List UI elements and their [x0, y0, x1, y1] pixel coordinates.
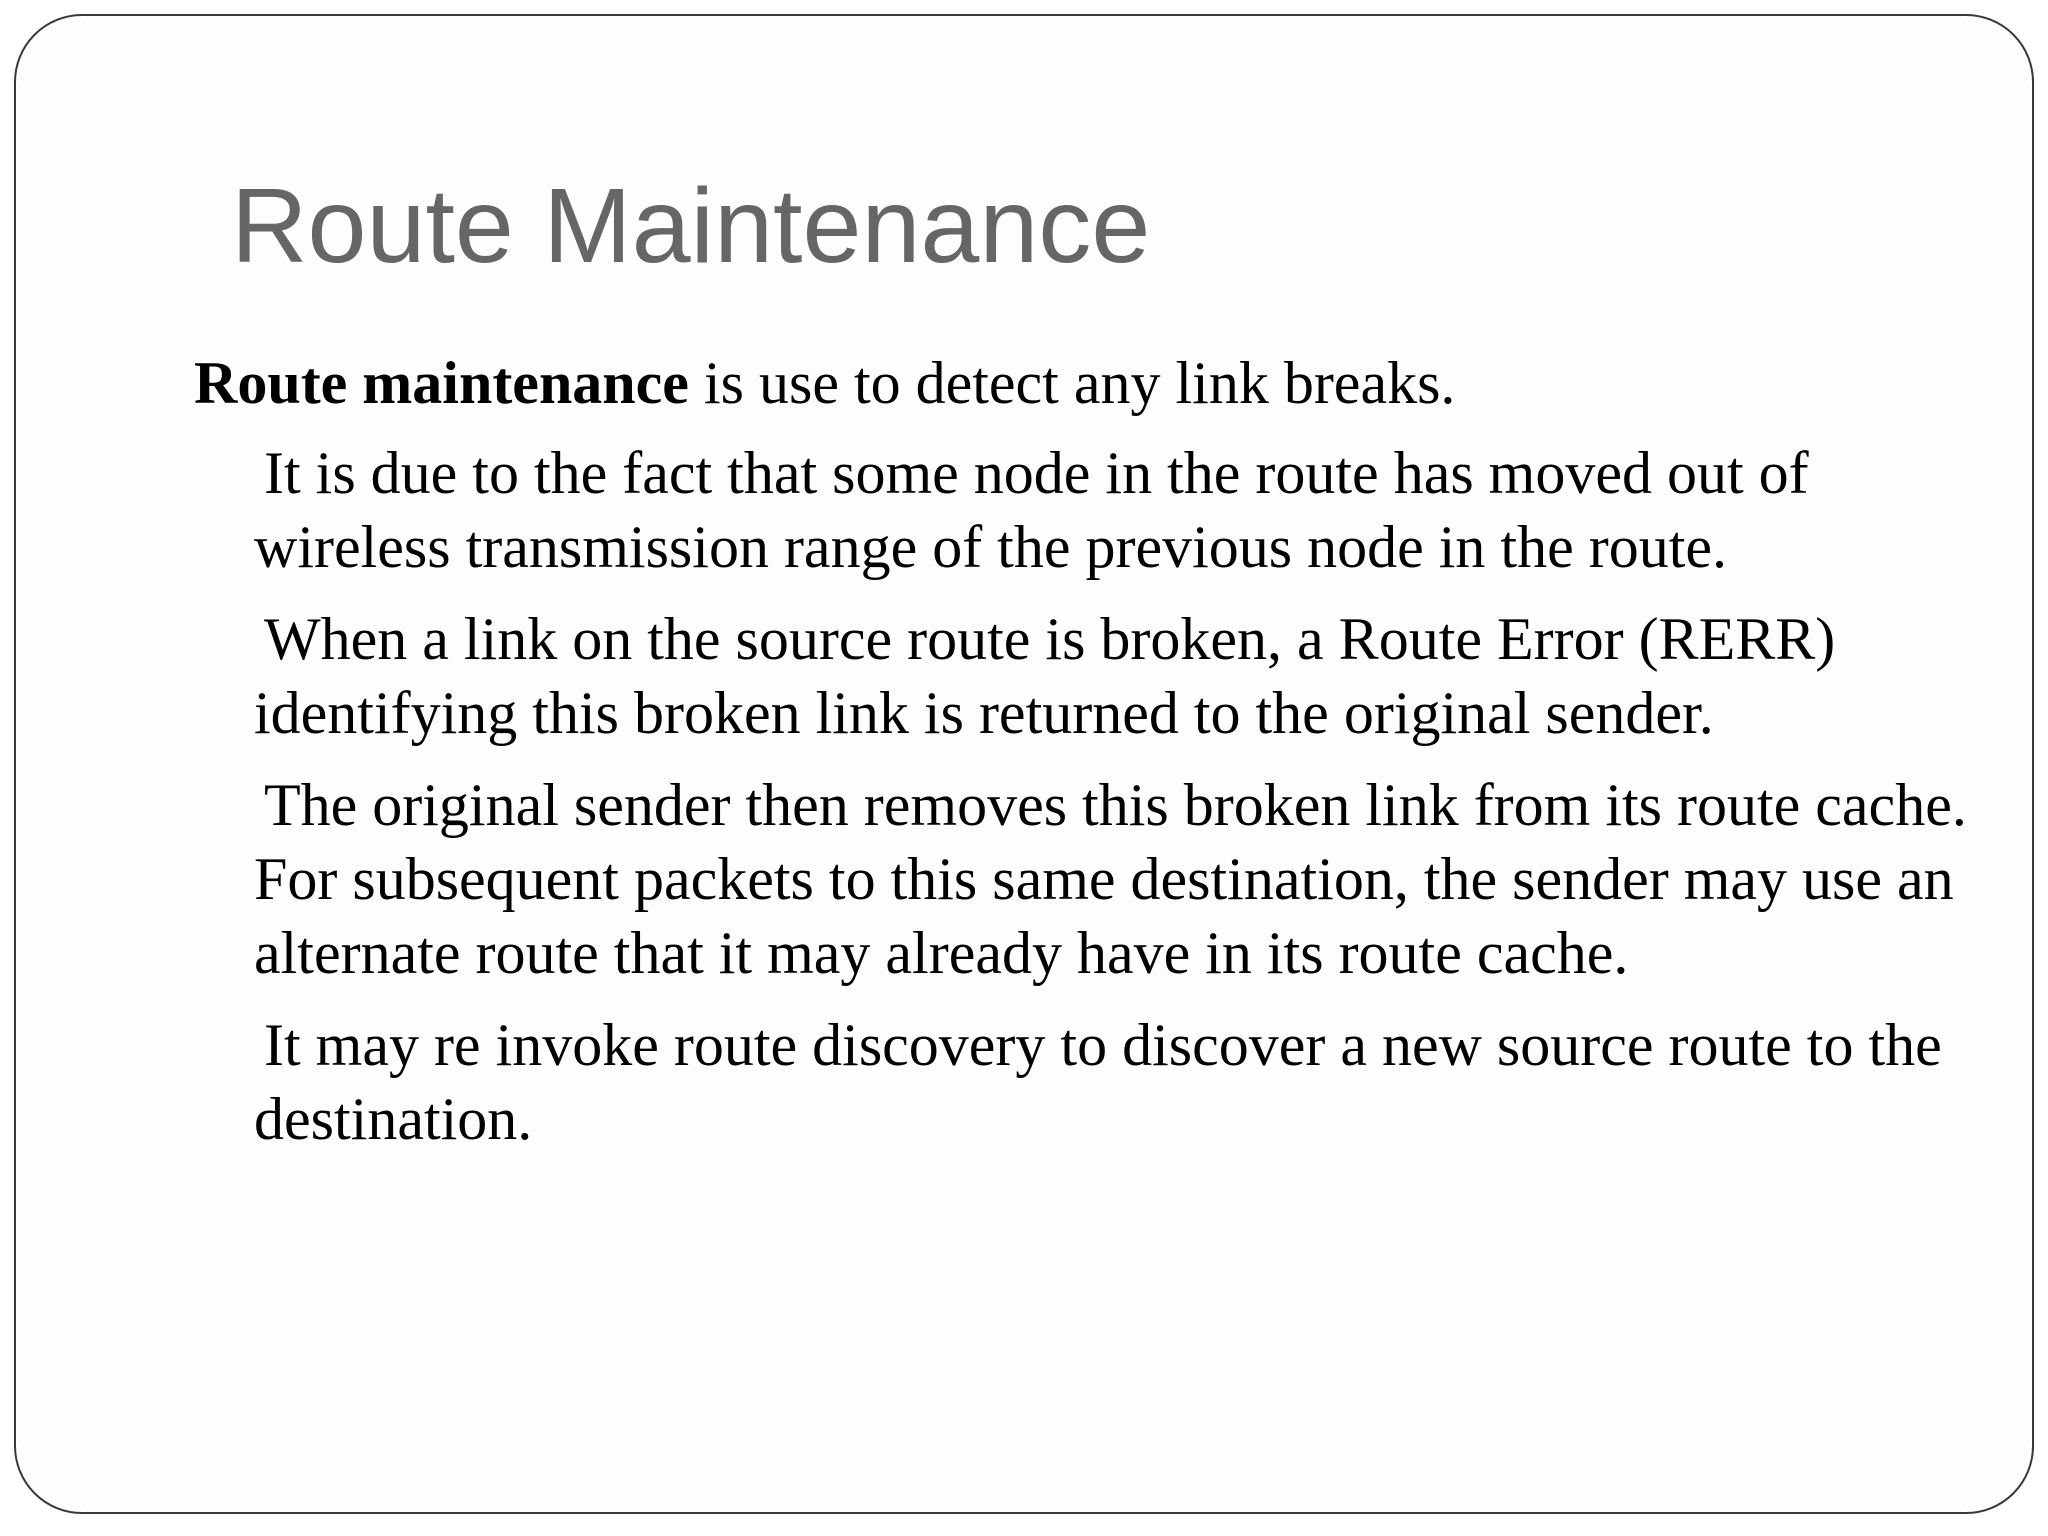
body-paragraph-1: It is due to the fact that some node in the route has moved out of wireless transmission range of the previous node in the route. [254, 440, 1809, 580]
slide-body [194, 346, 1994, 1174]
lead-bold-term: Route maintenance [194, 350, 689, 416]
body-paragraph-2: When a link on the source route is broken, a Route Error (RERR) identifying this broken link is returned to the original sender. [254, 606, 1836, 746]
lead-text: is use to detect any link breaks. [688, 350, 1456, 416]
body-paragraph-4: It may re invoke route discovery to discover a new source route to the destination. [254, 1012, 1942, 1152]
lead-paragraph [194, 346, 1994, 420]
slide-title: Route Maintenance [231, 167, 1151, 285]
slide [14, 14, 2034, 1514]
body-paragraph-3: The original sender then removes this broken link from its route cache. For subsequent packets to this same destination, the sender may use an alternate route that it may already have in its route cache. [254, 772, 1967, 986]
